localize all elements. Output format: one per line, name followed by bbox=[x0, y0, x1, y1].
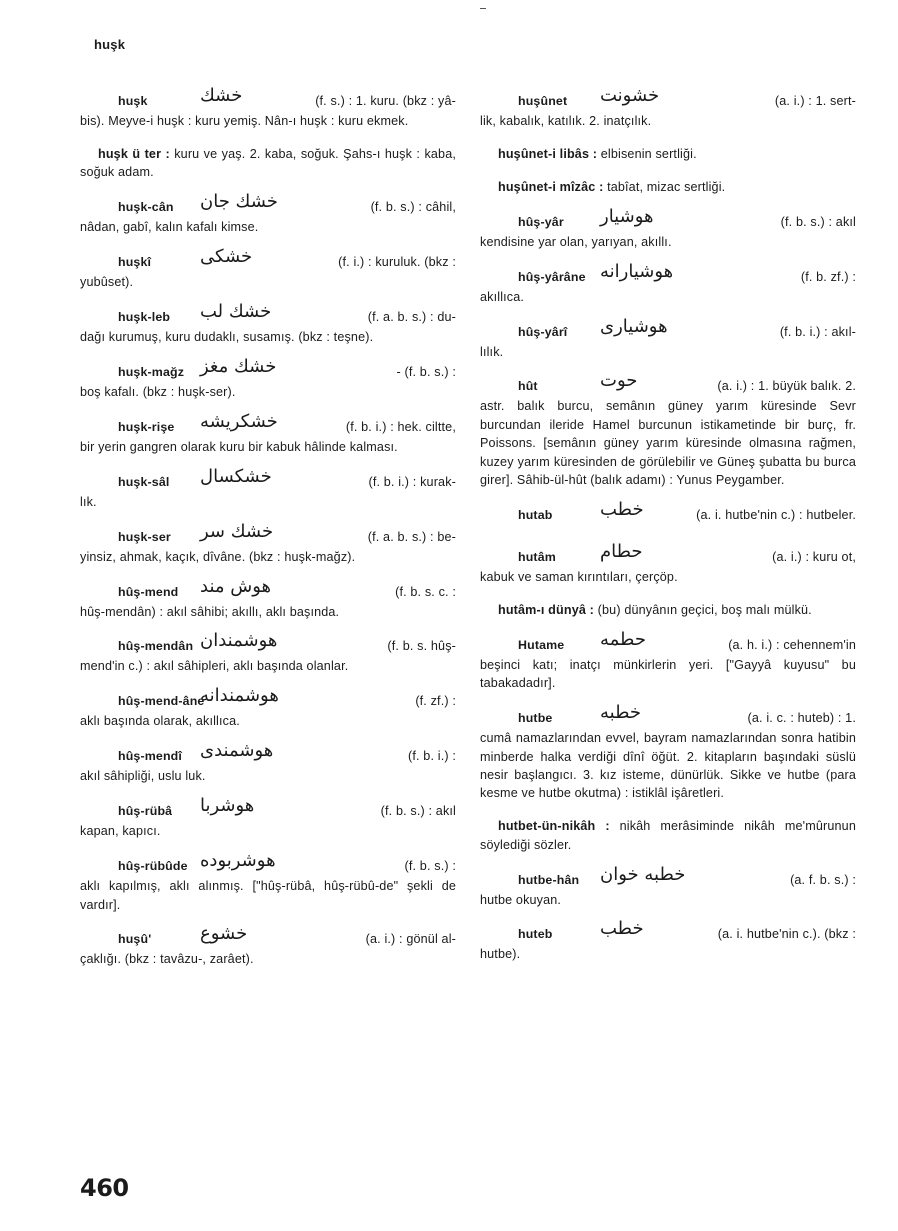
entry-head-line bbox=[480, 370, 856, 395]
page-number: 460 bbox=[80, 1174, 129, 1202]
entry-head-line bbox=[80, 685, 456, 710]
grammar-note: (a. i.) : 1. büyük balık. 2. bbox=[717, 379, 856, 394]
grammar-note: (f. b. i.) : kurak- bbox=[368, 474, 456, 489]
headword: hûş-mend bbox=[118, 584, 179, 599]
headword: hûş-mendî bbox=[118, 749, 182, 764]
definition-text: kendisine yar olan, yarıyan, akıllı. bbox=[480, 234, 672, 249]
headword: huşk-cân bbox=[118, 200, 174, 215]
definition-text: astr. balık burcu, semânın güney yarım küresinde Sevr burcundan ileride Hamel burcunun istikametinde bir burç, fr. Poissons. [semânın güney yarım küresinde olmasına rağmen, kuzey yarım küresinden de görülebilir ve Güneş şubatta bu burca girer]. Sâhib-ül-hût (balık adamı) : Yunus Peygamber. bbox=[480, 399, 856, 488]
dictionary-entry bbox=[80, 520, 456, 566]
headword: hutab bbox=[518, 507, 553, 522]
grammar-note: (f. a. b. s.) : be- bbox=[367, 529, 456, 544]
headword: huşû' bbox=[118, 932, 152, 947]
definition-text: hûş-mendân) : akıl sâhibi; akıllı, aklı başında. bbox=[80, 604, 340, 619]
arabic-script: خشكى bbox=[200, 246, 253, 268]
dictionary-entry bbox=[80, 740, 456, 785]
arabic-script: هوش مند bbox=[200, 575, 272, 597]
sub-headword: hutâm-ı dünyâ : bbox=[498, 602, 595, 617]
dictionary-entry bbox=[80, 850, 456, 914]
arabic-script: خشك bbox=[200, 85, 243, 106]
definition-text: kabuk ve saman kırıntıları, çerçöp. bbox=[480, 569, 678, 584]
grammar-note: (a. i.) : gönül al- bbox=[365, 932, 456, 947]
headword: hûş-rübûde bbox=[118, 859, 188, 874]
grammar-note: (a. f. b. s.) : bbox=[790, 872, 856, 887]
grammar-note: (f. b. i.) : hek. ciltte, bbox=[345, 419, 456, 434]
grammar-note: (f. b. s.) : akıl bbox=[780, 214, 856, 229]
dictionary-entry bbox=[480, 370, 856, 489]
dictionary-entry bbox=[80, 410, 456, 456]
arabic-script: خطبه bbox=[600, 702, 641, 724]
dictionary-entry bbox=[80, 191, 456, 236]
definition-text: (bu) dünyânın geçici, boş malı mülkü. bbox=[597, 602, 812, 617]
dictionary-entry bbox=[80, 575, 456, 621]
sub-headword: huşûnet-i libâs : bbox=[498, 146, 598, 161]
definition-text: akıl sâhipliği, uslu luk. bbox=[80, 769, 206, 784]
headword: hût bbox=[518, 379, 538, 394]
arabic-script: هوشيار bbox=[600, 205, 654, 227]
arabic-script: خشك مغز bbox=[200, 355, 277, 377]
dictionary-entry bbox=[480, 702, 856, 803]
grammar-note: (a. i.) : 1. sert- bbox=[774, 94, 856, 108]
dictionary-entry bbox=[80, 795, 456, 840]
grammar-note: (a. i. hutbe'nin c.). (bkz : bbox=[717, 927, 856, 942]
arabic-script: هوشيارى bbox=[600, 315, 668, 337]
entry-head-line bbox=[480, 918, 856, 943]
entry-head-line bbox=[80, 850, 456, 875]
definition-text: tabîat, mizac sertliği. bbox=[607, 179, 726, 194]
entry-head-line bbox=[480, 540, 856, 566]
dictionary-entry bbox=[80, 355, 456, 401]
grammar-note: (a. i. c. : huteb) : 1. bbox=[747, 711, 856, 726]
dictionary-entry bbox=[480, 260, 856, 306]
sub-entry bbox=[480, 601, 856, 619]
headword: hutbe bbox=[518, 711, 553, 726]
headword: huşk bbox=[118, 94, 148, 108]
entry-head-line bbox=[480, 702, 856, 727]
headword: huşk-leb bbox=[118, 310, 171, 325]
headword: huşk-rişe bbox=[118, 419, 175, 434]
entry-head-line bbox=[80, 410, 456, 436]
entry-head-line bbox=[80, 575, 456, 601]
headword: hutbe-hân bbox=[518, 872, 580, 887]
running-head: huşk bbox=[94, 37, 126, 52]
sub-headword: huşk ü ter : bbox=[98, 146, 170, 161]
entry-head-line bbox=[480, 315, 856, 341]
dictionary-entry bbox=[80, 465, 456, 511]
grammar-note: (f. b. i.) : akıl- bbox=[779, 324, 856, 339]
entry-head-line bbox=[480, 85, 856, 110]
headword: hûş-yârî bbox=[518, 324, 568, 339]
arabic-script: هوشيارانه bbox=[600, 260, 674, 282]
grammar-note: (f. b. s. hûş- bbox=[387, 639, 456, 654]
headword: hûş-mendân bbox=[118, 639, 194, 654]
definition-text: aklı başında olarak, akıllıca. bbox=[80, 714, 240, 729]
entry-head-line bbox=[80, 246, 456, 271]
definition-text: aklı kapılmış, aklı alınmış. ["hûş-rübâ, hûş-rübû-de" şekli de vardır]. bbox=[80, 879, 456, 912]
sub-entry bbox=[480, 178, 856, 196]
grammar-note: (f. b. s.) : bbox=[404, 859, 456, 874]
sub-headword: hutbet-ün-nikâh : bbox=[498, 819, 610, 834]
entry-head-line bbox=[80, 191, 456, 216]
definition-text: elbisenin sertliği. bbox=[600, 146, 697, 161]
grammar-note: (f. b. i.) : bbox=[408, 749, 456, 764]
dictionary-entry bbox=[480, 863, 856, 909]
arabic-script: حوت bbox=[600, 370, 638, 392]
arabic-script: هوشمندى bbox=[200, 740, 274, 762]
definition-text: mend'in c.) : akıl sâhipleri, aklı başında olanlar. bbox=[80, 659, 349, 674]
arabic-script: خطبه خوان bbox=[600, 863, 686, 885]
grammar-note: (a. h. i.) : cehennem'in bbox=[728, 637, 856, 652]
left-column bbox=[80, 85, 456, 983]
definition-text: bir yerin gangren olarak kuru bir kabuk hâlinde kalması. bbox=[80, 439, 398, 454]
arabic-script: خشكسال bbox=[200, 465, 272, 487]
arabic-script: خشوع bbox=[200, 923, 248, 945]
arabic-script: خشك جان bbox=[200, 191, 278, 213]
dictionary-entry bbox=[80, 630, 456, 675]
definition-text: nikâh merâsiminde nikâh me'mûrunun söylediği sözler. bbox=[480, 819, 856, 852]
definition-text: lık. bbox=[80, 494, 97, 509]
definition-text: akıllıca. bbox=[480, 289, 525, 304]
headword: huşk-ser bbox=[118, 529, 171, 544]
grammar-note: (a. i. hutbe'nin c.) : hutbeler. bbox=[696, 507, 856, 522]
arabic-script: خشونت bbox=[600, 85, 660, 106]
definition-text: hutbe). bbox=[480, 947, 521, 962]
headword: hûş-mend-âne bbox=[118, 694, 205, 709]
grammar-note: (f. b. s.) : akıl bbox=[380, 804, 456, 819]
dictionary-entry bbox=[80, 246, 456, 291]
headword: hûş-yâr bbox=[518, 214, 564, 229]
arabic-script: هوشمندانه bbox=[200, 685, 279, 707]
entry-head-line bbox=[80, 630, 456, 655]
definition-text: lılık. bbox=[480, 344, 504, 359]
definition-text: cumâ namazlarından evvel, bayram namazlarından sonra hatibin minberde halka verdiği dînî öğüt. 2. kitapların başındaki süslü nesir başlangıcı. 3. kız isteme, dünürlük. Sikke ve hutbe (para kesme ve hutbe okutma) : istiklâl işâretleri. bbox=[480, 731, 856, 801]
dictionary-entry bbox=[80, 923, 456, 968]
entry-head-line bbox=[80, 301, 456, 326]
entry-head-line bbox=[80, 795, 456, 820]
definition-text: boş kafalı. (bkz : huşk-ser). bbox=[80, 384, 236, 399]
arabic-script: هوشربا bbox=[200, 795, 255, 817]
grammar-note: (f. a. b. s.) : du- bbox=[367, 310, 456, 325]
headword: huteb bbox=[518, 927, 553, 942]
arabic-script: خشك لب bbox=[200, 301, 272, 323]
dictionary-entry bbox=[480, 205, 856, 251]
definition-text: beşinci katı; inatçı münkirlerin yeri. ["Gayyâ kuyusu" bu tabakadadır]. bbox=[480, 657, 856, 691]
definition-text: kuru ve yaş. 2. kaba, soğuk. Şahs-ı huşk : kaba, soğuk adam. bbox=[80, 146, 456, 180]
definition-text: nâdan, gabî, kalın kafalı kimse. bbox=[80, 220, 259, 235]
definition-text: bis). Meyve-i huşk : kuru yemiş. Nân-ı huşk : kuru ekmek. bbox=[80, 114, 409, 128]
entry-head-line bbox=[480, 628, 856, 654]
dictionary-entry bbox=[480, 85, 856, 130]
dictionary-entry bbox=[80, 301, 456, 346]
arabic-script: حطمه bbox=[600, 628, 646, 650]
sub-entry bbox=[80, 145, 456, 182]
grammar-note: (f. zf.) : bbox=[415, 694, 456, 709]
arabic-script: هوشمندان bbox=[200, 630, 278, 652]
sub-entry bbox=[480, 817, 856, 854]
definition-text: hutbe okuyan. bbox=[480, 892, 562, 907]
definition-text: kapan, kapıcı. bbox=[80, 824, 161, 839]
definition-text: lik, kabalık, katılık. 2. inatçılık. bbox=[480, 114, 652, 128]
headword: hûş-rübâ bbox=[118, 804, 173, 819]
headword: Hutame bbox=[518, 637, 565, 652]
grammar-note: (a. i.) : kuru ot, bbox=[772, 549, 856, 564]
dictionary-entry bbox=[80, 85, 456, 130]
dictionary-entry bbox=[480, 498, 856, 524]
right-column bbox=[480, 85, 856, 978]
arabic-script: حطام bbox=[600, 540, 643, 562]
top-mark bbox=[480, 8, 486, 9]
headword: huşûnet bbox=[518, 94, 568, 108]
dictionary-entry bbox=[480, 918, 856, 963]
entry-head-line bbox=[80, 465, 456, 491]
grammar-note: (f. s.) : 1. kuru. (bkz : yâ- bbox=[315, 94, 456, 108]
definition-text: çaklığı. (bkz : tavâzu-, zarâet). bbox=[80, 952, 254, 967]
dictionary-entry bbox=[80, 685, 456, 730]
entry-head-line bbox=[80, 520, 456, 546]
entry-head-line bbox=[80, 85, 456, 110]
entry-head-line bbox=[80, 740, 456, 765]
arabic-script: خطب bbox=[600, 918, 644, 940]
dictionary-entry bbox=[480, 315, 856, 361]
entry-head-line bbox=[480, 863, 856, 889]
definition-text: dağı kurumuş, kuru dudaklı, susamış. (bkz : teşne). bbox=[80, 330, 374, 345]
headword: hutâm bbox=[518, 549, 556, 564]
entry-head-line bbox=[480, 260, 856, 286]
headword: hûş-yârâne bbox=[518, 269, 586, 284]
arabic-script: خطب bbox=[600, 498, 644, 520]
definition-text: yubûset). bbox=[80, 275, 134, 290]
entry-head-line bbox=[80, 923, 456, 948]
headword: huşkî bbox=[118, 255, 152, 270]
entry-head-line bbox=[80, 355, 456, 381]
sub-entry bbox=[480, 145, 856, 163]
dictionary-entry bbox=[480, 540, 856, 586]
headword: huşk-mağz bbox=[118, 364, 185, 379]
definition-text: yinsiz, ahmak, kaçık, dîvâne. (bkz : huşk-mağz). bbox=[80, 549, 356, 564]
sub-headword: huşûnet-i mîzâc : bbox=[498, 179, 604, 194]
grammar-note: - (f. b. s.) : bbox=[396, 364, 456, 379]
dictionary-entry bbox=[480, 628, 856, 693]
grammar-note: (f. b. s. c. : bbox=[395, 584, 456, 599]
grammar-note: (f. b. s.) : câhil, bbox=[370, 200, 456, 215]
entry-head-line bbox=[480, 498, 856, 524]
arabic-script: خشكريشه bbox=[200, 410, 278, 432]
grammar-note: (f. i.) : kuruluk. (bkz : bbox=[338, 255, 456, 270]
entry-head-line bbox=[480, 205, 856, 231]
arabic-script: خشك سر bbox=[200, 520, 274, 542]
arabic-script: هوشربوده bbox=[200, 850, 276, 872]
grammar-note: (f. b. zf.) : bbox=[800, 269, 856, 284]
headword: huşk-sâl bbox=[118, 474, 170, 489]
